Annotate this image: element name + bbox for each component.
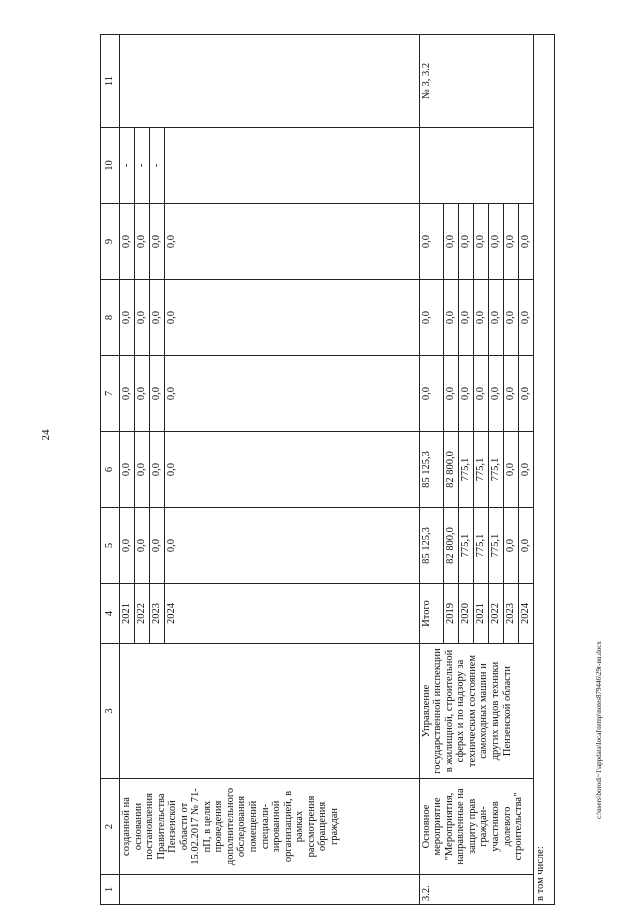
value-cell: 0,0 [419, 280, 443, 356]
value-cell: 0,0 [135, 508, 150, 584]
year-cell: 2023 [150, 584, 165, 644]
year-cell: 2021 [474, 584, 489, 644]
year-cell: 2024 [519, 584, 534, 644]
year-cell: 2022 [135, 584, 150, 644]
value-cell: 0,0 [459, 356, 474, 432]
second-block-executor: Управление государственной инспекции в жилищной, строительной сферах и по надзору за техническим состоянием самоходных машин и других видов техники Пензенской области [419, 644, 533, 779]
value-cell: - [150, 128, 165, 204]
value-cell: 0,0 [120, 508, 135, 584]
header-cell-2: 2 [101, 779, 120, 875]
second-block-description: Основное мероприятие "Мероприятия, направленные на защиту прав граждан-участников долевого строительства" [419, 779, 533, 875]
year-cell: 2022 [489, 584, 504, 644]
value-cell: 0,0 [474, 280, 489, 356]
second-block-num: 3.2. [419, 875, 533, 905]
value-cell: 775,1 [474, 508, 489, 584]
first-block-description: созданной на основании постановления Правительства Пензенской области от 15.02.2017 № 71-пП, в целях проведения дополнительного обследования помещений специали- зированной организацией, в рамках рассмотрения обращения граждан [120, 779, 420, 875]
second-block-total-row [419, 35, 443, 905]
value-cell: - [120, 128, 135, 204]
value-cell: 0,0 [474, 356, 489, 432]
header-cell-3: 3 [101, 644, 120, 779]
value-cell: 0,0 [504, 508, 519, 584]
page-number-text: 24 [40, 429, 52, 441]
value-cell: 0,0 [419, 356, 443, 432]
value-cell: 0,0 [135, 280, 150, 356]
value-cell: 775,1 [459, 432, 474, 508]
value-cell: 0,0 [489, 356, 504, 432]
value-cell: 0,0 [135, 432, 150, 508]
second-block-ref: № 3, 3.2 [419, 35, 533, 128]
value-cell: 0,0 [474, 204, 489, 280]
second-block-col10 [419, 128, 533, 204]
bottom-note: в том числе: [534, 35, 555, 905]
header-cell-6: 6 [101, 432, 120, 508]
year-cell: 2021 [120, 584, 135, 644]
value-cell: 0,0 [489, 280, 504, 356]
value-cell: 0,0 [504, 280, 519, 356]
value-cell: 0,0 [444, 280, 459, 356]
value-cell: 0,0 [444, 204, 459, 280]
header-cell-8: 8 [101, 280, 120, 356]
year-cell: 2023 [504, 584, 519, 644]
year-cell: 2020 [459, 584, 474, 644]
value-cell: 0,0 [135, 356, 150, 432]
value-cell [165, 128, 420, 204]
value-cell: 0,0 [459, 204, 474, 280]
value-cell: 85 125,3 [419, 432, 443, 508]
header-row [101, 35, 120, 905]
bottom-note-row [534, 35, 555, 905]
rotated-table-stage [100, 15, 555, 905]
page-number [40, 425, 52, 445]
value-cell: 0,0 [444, 356, 459, 432]
value-cell: 0,0 [489, 204, 504, 280]
value-cell: 0,0 [150, 356, 165, 432]
value-cell: 0,0 [519, 508, 534, 584]
value-cell: 0,0 [150, 204, 165, 280]
value-cell: 82 800,0 [444, 508, 459, 584]
value-cell: 0,0 [120, 356, 135, 432]
file-path-text: c:\users\borodi~1\appdata\local\temp\notes879446\29r-nu.docx [595, 641, 603, 819]
value-cell: 0,0 [459, 280, 474, 356]
value-cell: 0,0 [519, 204, 534, 280]
value-cell: 0,0 [165, 204, 420, 280]
value-cell: 0,0 [504, 356, 519, 432]
value-cell: 0,0 [519, 356, 534, 432]
first-block-num [120, 875, 420, 905]
value-cell: 0,0 [135, 204, 150, 280]
header-cell-11: 11 [101, 35, 120, 128]
value-cell: 0,0 [150, 508, 165, 584]
value-cell: 85 125,3 [419, 508, 443, 584]
year-cell: 2019 [444, 584, 459, 644]
header-cell-5: 5 [101, 508, 120, 584]
header-cell-1: 1 [101, 875, 120, 905]
value-cell: - [135, 128, 150, 204]
value-cell: 0,0 [120, 280, 135, 356]
total-label: Итого [419, 584, 443, 644]
value-cell: 0,0 [120, 204, 135, 280]
value-cell: 0,0 [150, 280, 165, 356]
value-cell: 0,0 [519, 432, 534, 508]
value-cell: 0,0 [165, 280, 420, 356]
value-cell: 0,0 [150, 432, 165, 508]
header-cell-4: 4 [101, 584, 120, 644]
value-cell: 0,0 [519, 280, 534, 356]
budget-table [100, 34, 555, 905]
file-path-footer [594, 620, 604, 840]
first-block-row-2021 [120, 35, 135, 905]
value-cell: 0,0 [504, 204, 519, 280]
header-cell-10: 10 [101, 128, 120, 204]
value-cell: 775,1 [489, 508, 504, 584]
header-cell-9: 9 [101, 204, 120, 280]
value-cell: 775,1 [459, 508, 474, 584]
value-cell: 0,0 [504, 432, 519, 508]
value-cell: 775,1 [474, 432, 489, 508]
value-cell: 775,1 [489, 432, 504, 508]
first-block-executor [120, 644, 420, 779]
value-cell: 0,0 [120, 432, 135, 508]
year-cell: 2024 [165, 584, 420, 644]
first-block-ref [120, 35, 420, 128]
value-cell: 82 800,0 [444, 432, 459, 508]
header-cell-7: 7 [101, 356, 120, 432]
value-cell: 0,0 [165, 508, 420, 584]
value-cell: 0,0 [419, 204, 443, 280]
value-cell: 0,0 [165, 432, 420, 508]
value-cell: 0,0 [165, 356, 420, 432]
